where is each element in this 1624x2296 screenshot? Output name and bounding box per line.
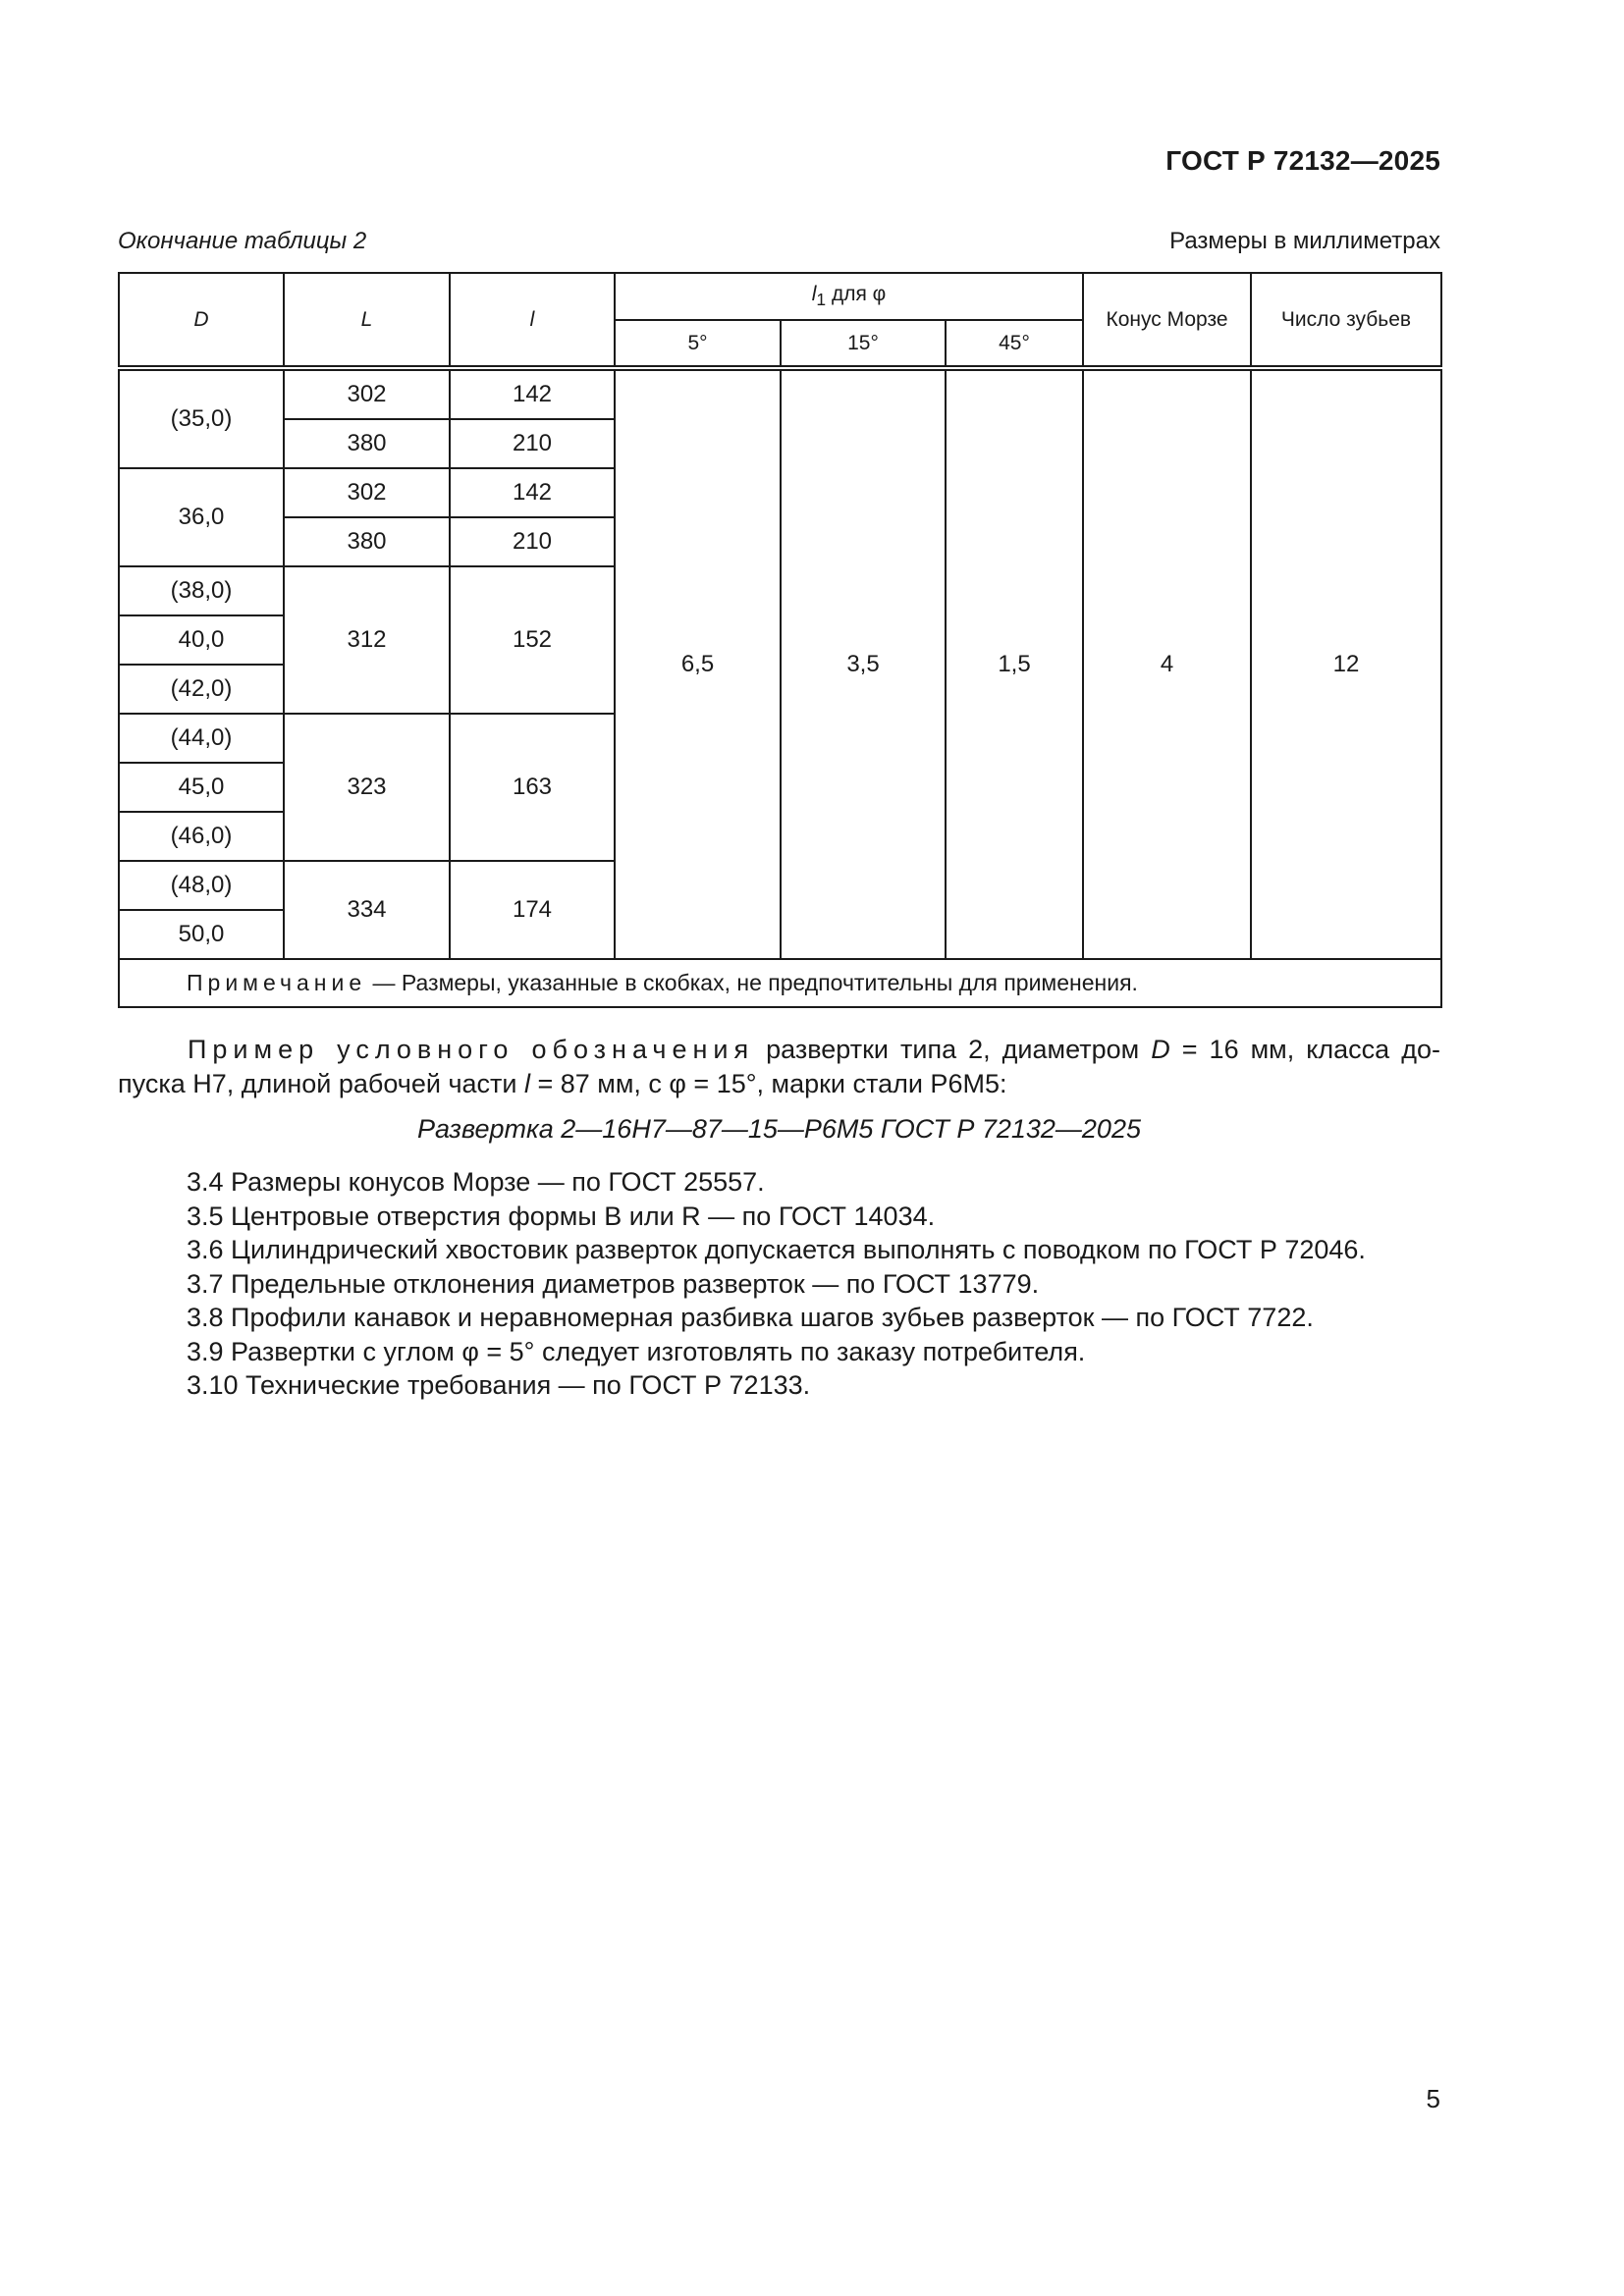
table-row (119, 368, 1441, 419)
cell-l: 210 (450, 517, 615, 566)
cell-l: 152 (450, 566, 615, 714)
table-units: Размеры в миллиметрах (1169, 228, 1440, 254)
page-number: 5 (1426, 2084, 1440, 2113)
header-l1-for-phi: $l_1$ для φ (615, 273, 1083, 320)
list-item: 3.5 Центровые отверстия формы В или R — по ГОСТ 14034. (187, 1201, 936, 1231)
list-item: 3.4 Размеры конусов Морзе — по ГОСТ 25557. (187, 1167, 765, 1197)
list-item: 3.10 Технические требования — по ГОСТ Р 72133. (187, 1370, 811, 1400)
list-item: 3.6 Цилиндрический хвостовик разверток допускается выполнять с поводком по ГОСТ Р 72046. (187, 1235, 1366, 1264)
cell-D: (44,0) (119, 714, 284, 763)
header-D: D (119, 273, 284, 368)
example-designation: Развертка 2—16Н7—87—15—Р6М5 ГОСТ Р 72132—2025 (417, 1114, 1141, 1144)
example-paragraph: Пример условного обозначения развертки типа 2, диаметром D = 16 мм, класса до-пуска Н7, длиной рабочей части l = 87 мм, с φ = 15°, марки стали Р6М5: (118, 1035, 1440, 1098)
cell-l: 210 (450, 419, 615, 468)
cell-L: 312 (284, 566, 450, 714)
cell-l1-phi-5: 6,5 (615, 368, 781, 959)
header-phi-15: 15° (781, 320, 946, 368)
cell-D: (46,0) (119, 812, 284, 861)
cell-L: 302 (284, 368, 450, 419)
list-item: 3.7 Предельные отклонения диаметров разверток — по ГОСТ 13779. (187, 1268, 1040, 1299)
cell-L: 323 (284, 714, 450, 861)
cell-D: 50,0 (119, 910, 284, 959)
cell-morse: 4 (1083, 368, 1251, 959)
table-note (119, 959, 1441, 1007)
note-text: — Размеры, указанные в скобках, не предпочтительны для применения. (366, 970, 1138, 995)
cell-D: (42,0) (119, 665, 284, 714)
header-L: L (284, 273, 450, 368)
cell-teeth: 12 (1251, 368, 1441, 959)
cell-L: 334 (284, 861, 450, 959)
cell-l1-phi-45: 1,5 (946, 368, 1083, 959)
list-item: 3.9 Развертки с углом φ = 5° следует изготовлять по заказу потребителя. (187, 1336, 1086, 1366)
header-teeth-count: Число зубьев (1251, 273, 1441, 368)
header-morse-taper: Конус Морзе (1083, 273, 1251, 368)
table-caption: Окончание таблицы 2 (118, 228, 367, 254)
header-l: l (450, 273, 615, 368)
cell-D: 36,0 (119, 468, 284, 566)
header-phi-5: 5° (615, 320, 781, 368)
cell-L: 302 (284, 468, 450, 517)
cell-L: 380 (284, 517, 450, 566)
list-item: 3.8 Профили канавок и неравномерная разбивка шагов зубьев разверток — по ГОСТ 7722. (187, 1303, 1314, 1332)
cell-l: 142 (450, 368, 615, 419)
cell-l: 174 (450, 861, 615, 959)
cell-D: (48,0) (119, 861, 284, 910)
requirements-list (187, 1165, 1366, 1403)
cell-D: (38,0) (119, 566, 284, 615)
dimensions-table (118, 272, 1442, 1008)
cell-l: 163 (450, 714, 615, 861)
header-phi-45: 45° (946, 320, 1083, 368)
cell-D: 40,0 (119, 615, 284, 665)
note-label: Примечание (187, 970, 367, 995)
cell-l: 142 (450, 468, 615, 517)
cell-L: 380 (284, 419, 450, 468)
cell-l1-phi-15: 3,5 (781, 368, 946, 959)
document-code: ГОСТ Р 72132—2025 (1165, 145, 1440, 176)
cell-D: (35,0) (119, 368, 284, 468)
cell-D: 45,0 (119, 763, 284, 812)
